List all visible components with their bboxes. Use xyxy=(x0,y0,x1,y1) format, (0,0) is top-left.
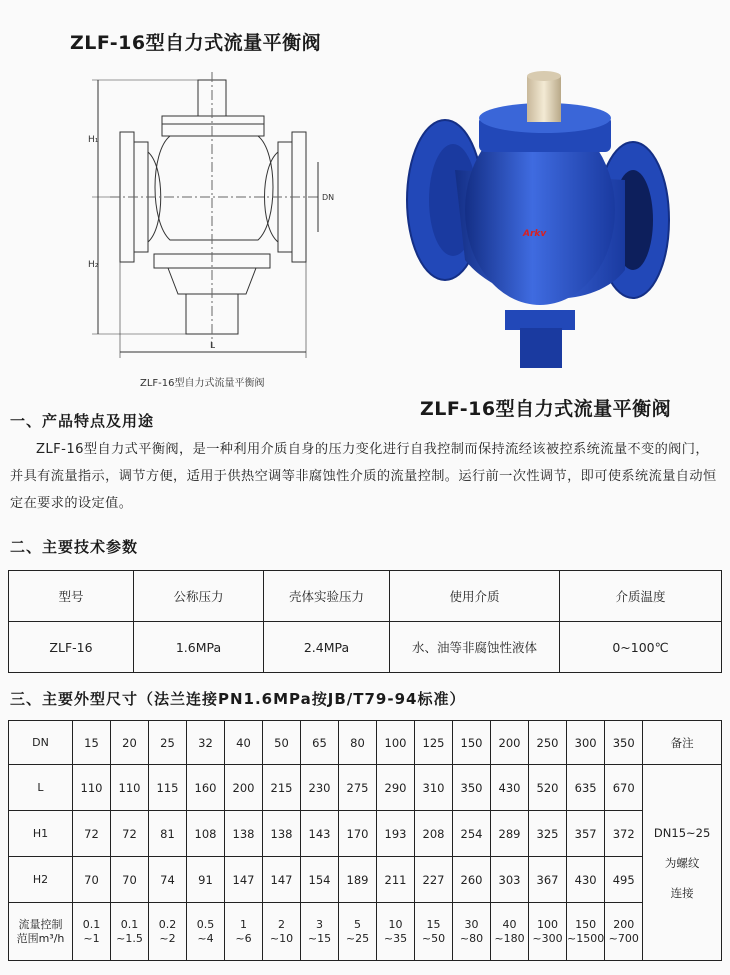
h2-row xyxy=(9,857,722,903)
flow-max: ~15 xyxy=(307,931,332,945)
header-medium: 使用介质 xyxy=(390,571,560,622)
h1-cell: 193 xyxy=(377,811,415,857)
cell-test-pressure: 2.4MPa xyxy=(264,622,390,673)
header-test-pressure: 壳体实验压力 xyxy=(264,571,390,622)
flow-max: ~50 xyxy=(421,931,446,945)
h1-cell: 325 xyxy=(529,811,567,857)
section2-heading: 二、主要技术参数 xyxy=(10,538,139,556)
note-line: 连接 xyxy=(670,885,694,900)
dn-cell: 50 xyxy=(263,721,301,765)
flow-label-line2: 范围m³/h xyxy=(16,931,65,945)
note-cell xyxy=(643,765,722,961)
flow-label-line1: 流量控制 xyxy=(18,917,63,931)
h1-cell: 372 xyxy=(605,811,643,857)
flow-max: ~4 xyxy=(197,931,214,945)
h2-cell: 189 xyxy=(339,857,377,903)
h2-label: H2 xyxy=(9,857,73,903)
flow-max: ~1500 xyxy=(567,931,605,945)
dn-cell: 250 xyxy=(529,721,567,765)
flow-max: ~700 xyxy=(608,931,639,945)
flow-max: ~300 xyxy=(532,931,563,945)
header-temperature: 介质温度 xyxy=(560,571,722,622)
flow-max: ~1 xyxy=(83,931,100,945)
l-cell: 520 xyxy=(529,765,567,811)
h2-cell: 430 xyxy=(567,857,605,903)
flow-max: ~6 xyxy=(235,931,252,945)
h1-cell: 254 xyxy=(453,811,491,857)
l-cell: 670 xyxy=(605,765,643,811)
flow-cell xyxy=(453,903,491,961)
dn-cell: 32 xyxy=(187,721,225,765)
flow-min: 10 xyxy=(388,917,403,931)
h2-cell: 303 xyxy=(491,857,529,903)
flow-min: 0.1 xyxy=(120,917,139,931)
drawing-label-l: L xyxy=(210,341,216,351)
h1-cell: 81 xyxy=(149,811,187,857)
l-cell: 350 xyxy=(453,765,491,811)
flow-cell xyxy=(605,903,643,961)
flow-min: 150 xyxy=(575,917,597,931)
l-cell: 110 xyxy=(111,765,149,811)
flow-min: 15 xyxy=(426,917,441,931)
cell-temperature: 0~100℃ xyxy=(560,622,722,673)
h2-cell: 211 xyxy=(377,857,415,903)
h1-cell: 143 xyxy=(301,811,339,857)
h2-cell: 154 xyxy=(301,857,339,903)
l-row xyxy=(9,765,722,811)
h1-cell: 72 xyxy=(111,811,149,857)
drawing-caption: ZLF-16型自力式流量平衡阀 xyxy=(140,378,265,389)
flow-cell xyxy=(529,903,567,961)
h2-cell: 260 xyxy=(453,857,491,903)
flow-max: ~80 xyxy=(459,931,484,945)
flow-min: 3 xyxy=(316,917,323,931)
flow-cell xyxy=(339,903,377,961)
l-cell: 215 xyxy=(263,765,301,811)
flow-cell xyxy=(73,903,111,961)
header-model: 型号 xyxy=(9,571,134,622)
flow-cell xyxy=(301,903,339,961)
flow-cell xyxy=(149,903,187,961)
flow-cell xyxy=(263,903,301,961)
h2-cell: 74 xyxy=(149,857,187,903)
flow-cell xyxy=(491,903,529,961)
table-row xyxy=(9,622,722,673)
drawing-label-h2: H₂ xyxy=(88,260,99,270)
h2-cell: 91 xyxy=(187,857,225,903)
flow-max: ~35 xyxy=(383,931,408,945)
h2-cell: 367 xyxy=(529,857,567,903)
flow-cell xyxy=(567,903,605,961)
h1-cell: 357 xyxy=(567,811,605,857)
h2-cell: 227 xyxy=(415,857,453,903)
l-cell: 310 xyxy=(415,765,453,811)
flow-min: 30 xyxy=(464,917,479,931)
flow-max: ~10 xyxy=(269,931,294,945)
valve-photo xyxy=(395,60,685,385)
flow-cell xyxy=(187,903,225,961)
note-header: 备注 xyxy=(643,721,722,765)
drawing-label-dn: DN xyxy=(322,193,335,202)
h1-cell: 108 xyxy=(187,811,225,857)
flow-min: 0.5 xyxy=(196,917,215,931)
header-nominal-pressure: 公称压力 xyxy=(134,571,264,622)
l-cell: 275 xyxy=(339,765,377,811)
flow-min: 2 xyxy=(278,917,285,931)
h1-label: H1 xyxy=(9,811,73,857)
dn-cell: 40 xyxy=(225,721,263,765)
l-cell: 115 xyxy=(149,765,187,811)
flow-min: 0.1 xyxy=(82,917,101,931)
l-cell: 290 xyxy=(377,765,415,811)
flow-min: 5 xyxy=(354,917,361,931)
h2-cell: 70 xyxy=(73,857,111,903)
flow-max: ~2 xyxy=(159,931,176,945)
dn-cell: 100 xyxy=(377,721,415,765)
h1-cell: 138 xyxy=(263,811,301,857)
flow-max: ~180 xyxy=(494,931,525,945)
l-cell: 230 xyxy=(301,765,339,811)
l-cell: 110 xyxy=(73,765,111,811)
valve-technical-drawing xyxy=(70,72,335,372)
brand-logo: Arkv xyxy=(523,229,547,239)
flow-min: 40 xyxy=(502,917,517,931)
dn-cell: 350 xyxy=(605,721,643,765)
dn-cell: 125 xyxy=(415,721,453,765)
dn-cell: 15 xyxy=(73,721,111,765)
h2-cell: 147 xyxy=(225,857,263,903)
dn-cell: 200 xyxy=(491,721,529,765)
dn-cell: 150 xyxy=(453,721,491,765)
h1-cell: 208 xyxy=(415,811,453,857)
h2-cell: 147 xyxy=(263,857,301,903)
flow-row xyxy=(9,903,722,961)
dn-cell: 20 xyxy=(111,721,149,765)
flow-min: 0.2 xyxy=(158,917,177,931)
h1-cell: 289 xyxy=(491,811,529,857)
h2-cell: 70 xyxy=(111,857,149,903)
cell-medium: 水、油等非腐蚀性液体 xyxy=(390,622,560,673)
tech-params-table xyxy=(8,570,722,673)
dn-cell: 25 xyxy=(149,721,187,765)
h1-cell: 72 xyxy=(73,811,111,857)
flow-cell xyxy=(225,903,263,961)
flow-max: ~25 xyxy=(345,931,370,945)
h2-cell: 495 xyxy=(605,857,643,903)
product-description: ZLF-16型自力式平衡阀，是一种利用介质自身的压力变化进行自我控制而保持流经该被控系统流量不变的阀门，并具有流量指示，调节方便，适用于供热空调等非腐蚀性介质的流量控制。运行前一次性调节，即可使系统流量自动恒定在要求的设定值。 xyxy=(10,442,717,511)
table-header-row xyxy=(9,571,722,622)
section3-heading: 三、主要外型尺寸（法兰连接PN1.6MPa按JB/T79-94标准） xyxy=(10,690,466,708)
l-label: L xyxy=(9,765,73,811)
l-cell: 635 xyxy=(567,765,605,811)
cell-nominal-pressure: 1.6MPa xyxy=(134,622,264,673)
photo-caption: ZLF-16型自力式流量平衡阀 xyxy=(420,398,672,420)
flow-max: ~1.5 xyxy=(116,931,143,945)
dn-cell: 65 xyxy=(301,721,339,765)
flow-cell xyxy=(415,903,453,961)
note-line: 为螺纹 xyxy=(664,855,700,870)
flow-min: 200 xyxy=(613,917,635,931)
h1-cell: 170 xyxy=(339,811,377,857)
dn-row xyxy=(9,721,722,765)
l-cell: 430 xyxy=(491,765,529,811)
dn-label: DN xyxy=(9,721,73,765)
note-line: DN15~25 xyxy=(653,825,711,840)
flow-cell xyxy=(111,903,149,961)
drawing-label-h1: H₁ xyxy=(88,135,99,145)
cell-model: ZLF-16 xyxy=(9,622,134,673)
flow-cell xyxy=(377,903,415,961)
h1-row xyxy=(9,811,722,857)
l-cell: 160 xyxy=(187,765,225,811)
section1-heading: 一、产品特点及用途 xyxy=(10,412,155,430)
top-title: ZLF-16型自力式流量平衡阀 xyxy=(70,32,322,54)
dn-cell: 300 xyxy=(567,721,605,765)
flow-min: 1 xyxy=(240,917,247,931)
l-cell: 200 xyxy=(225,765,263,811)
h1-cell: 138 xyxy=(225,811,263,857)
dimensions-table xyxy=(8,720,722,961)
dn-cell: 80 xyxy=(339,721,377,765)
flow-min: 100 xyxy=(537,917,558,931)
flow-label xyxy=(9,903,73,961)
